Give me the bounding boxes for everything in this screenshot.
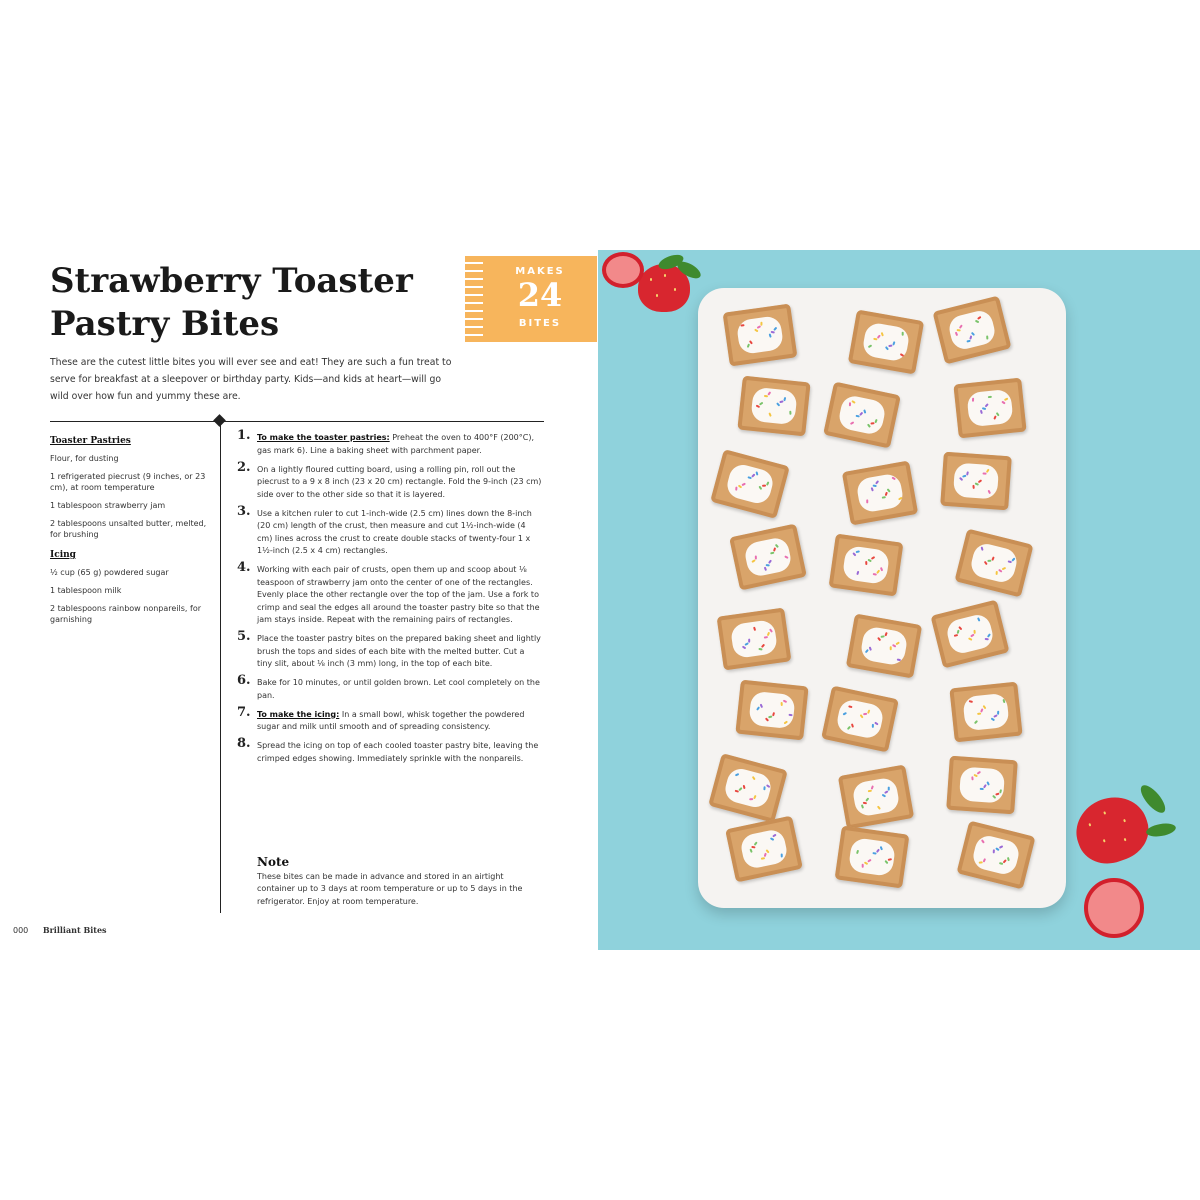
method-steps [237, 428, 542, 772]
pastry-bite-image [956, 821, 1035, 890]
sprinkle-image [862, 864, 864, 868]
sprinkle-image [957, 329, 961, 331]
sprinkle-image [897, 658, 901, 661]
pastry-bite-image [835, 826, 910, 889]
ingredients-heading-icing: Icing [50, 550, 76, 560]
icing-image [730, 619, 778, 659]
icing-image [971, 833, 1022, 877]
pastry-bite-image [725, 816, 803, 883]
sprinkle-image [971, 776, 973, 780]
sprinkle-image [781, 853, 783, 857]
strawberry-half-image [1084, 878, 1144, 938]
icing-image [851, 776, 900, 817]
sprinkle-image [849, 402, 851, 406]
strawberry-leaf-image [1145, 821, 1177, 838]
step-number: 1. [237, 428, 251, 443]
step-item [237, 704, 542, 734]
recipe-title-line2: Pastry Bites [50, 304, 280, 344]
pastry-bite-image [737, 376, 810, 437]
pastry-bite-image [710, 449, 790, 519]
step-number: 2. [237, 459, 251, 475]
step-number: 6. [237, 673, 251, 688]
ingredient-item: ½ cup (65 g) powdered sugar [50, 568, 169, 577]
step-lead: To make the toaster pastries: [257, 433, 390, 442]
book-title: Brilliant Bites [42, 925, 107, 935]
ingredient-item: 1 refrigerated piecrust (9 inches, or 23 cm), at room temperature [50, 472, 206, 492]
strawberry-half-image [602, 252, 644, 288]
sprinkle-image [890, 646, 892, 650]
pastry-bite-image [946, 756, 1018, 815]
sprinkle-image [866, 499, 868, 503]
sprinkle-image [763, 786, 765, 790]
sprinkle-image [902, 332, 904, 336]
pastry-bite-image [735, 680, 808, 741]
pastry-bite-image [829, 534, 904, 597]
pastry-bite-image [838, 765, 914, 830]
pastry-bite-image [708, 753, 788, 823]
sprinkle-image [873, 484, 877, 487]
icing-image [837, 394, 887, 436]
step-text: Preheat the oven to 400°F (200°C), gas mark 6). Line a baking sheet with parchment paper. [257, 433, 535, 455]
note-heading: Note [257, 855, 290, 869]
icing-image [722, 766, 773, 810]
step-item [237, 459, 542, 502]
icing-image [739, 828, 789, 870]
column-divider [220, 421, 221, 913]
page-footer [13, 925, 107, 935]
icing-image [855, 472, 904, 513]
step-text: On a lightly floured cutting board, using a rolling pin, roll out the piecrust to a 9 x 8 inch (23 x 20 cm) rectangle. Fold the 9-inch (23 cm) side over to the other side so that it is layered. [257, 464, 542, 499]
sprinkle-image [996, 571, 998, 575]
sprinkle-image [972, 398, 974, 402]
step-text: In a small bowl, whisk together the powdered sugar and milk until smooth and of spreading consistency. [257, 709, 525, 731]
step-text: Bake for 10 minutes, or until golden brown. Let cool completely on the pan. [257, 678, 540, 700]
sprinkle-image [982, 472, 986, 474]
ingredients-list [50, 436, 210, 632]
ingredients-heading-pastries: Toaster Pastries [50, 436, 131, 446]
step-lead: To make the icing: [257, 709, 340, 719]
sprinkle-image [766, 564, 770, 567]
step-text: Place the toaster pastry bites on the prepared baking sheet and lightly brush the tops and sides of each bite with the melted butter. Cut a tiny slit, about ⅛ inch (3 mm) long, in the top of each bite. [257, 634, 541, 668]
step-number: 7. [237, 704, 251, 720]
pastry-bite-image [729, 524, 807, 591]
makes-badge [465, 256, 597, 342]
icing-image [959, 767, 1005, 804]
sprinkle-image [973, 630, 975, 634]
sprinkle-image [993, 849, 995, 853]
icing-image [953, 463, 999, 500]
sprinkle-image [788, 714, 792, 716]
sprinkle-image [972, 485, 974, 489]
icing-image [947, 308, 998, 352]
badge-tab [465, 256, 483, 342]
pastry-bite-image [823, 382, 901, 449]
sprinkle-image [781, 702, 783, 706]
sprinkle-image [735, 487, 737, 491]
pastry-bite-image [949, 682, 1022, 743]
pastry-bite-image [723, 304, 798, 367]
pastry-bite-image [842, 461, 918, 526]
sprinkle-image [888, 787, 890, 791]
sprinkle-image [748, 639, 750, 643]
step-item [237, 736, 542, 765]
strawberry-image [1067, 788, 1157, 873]
icing-image [859, 625, 908, 666]
recipe-intro: These are the cutest little bites you will ever see and eat! They are such a fun treat to serve for breakfast at a sleepover or birthday party. Kids—and kids at heart—will go wild over how fun and yummy these are. [50, 357, 452, 402]
makes-label: MAKES [515, 266, 565, 277]
pastry-bite-image [953, 378, 1026, 439]
pastry-bite-image [821, 686, 899, 753]
step-number: 5. [237, 629, 251, 644]
sprinkle-image [986, 335, 988, 339]
step-item [237, 428, 542, 457]
divider-ornament [213, 414, 226, 427]
step-number: 4. [237, 560, 251, 575]
ingredient-item: 2 tablespoons rainbow nonpareils, for garnishing [50, 604, 202, 624]
icing-image [969, 541, 1020, 585]
icing-image [848, 837, 896, 877]
step-text: Spread the icing on top of each cooled toaster pastry bite, leaving the crimped edges showing. Immediately sprinkle with the nonpareils. [257, 741, 539, 763]
icing-image [748, 691, 795, 729]
sprinkle-image [760, 322, 762, 326]
sprinkle-image [755, 556, 757, 560]
sprinkle-image [789, 411, 791, 415]
sprinkle-image [985, 638, 989, 640]
makes-count: 24 [517, 276, 563, 314]
pastry-bite-image [846, 614, 922, 679]
pastry-bite-image [930, 600, 1009, 669]
pastry-bite-image [717, 608, 792, 671]
section-divider [50, 421, 544, 422]
note-text: These bites can be made in advance and stored in an airtight container up to 3 days at room temperature or up to 5 days in the refrigerator. Enjoy at room temperature. [257, 871, 523, 906]
food-photo [598, 250, 1200, 950]
sprinkle-image [751, 846, 755, 849]
icing-image [966, 389, 1013, 427]
makes-unit: BITES [518, 318, 562, 329]
ingredient-item: 1 tablespoon milk [50, 586, 122, 595]
recipe-note [257, 856, 542, 908]
sprinkle-image [980, 788, 984, 790]
step-text: Working with each pair of crusts, open them up and scoop about ⅛ teaspoon of strawberry jam onto the center of one of the rectangles. Evenly place the other rectangle over the top of the jam. Use a fork to crimp and seal the edges all around the toaster pastry bite so that the jam stays inside. Repeat with the remaining pairs of rectangles. [257, 565, 540, 624]
pastry-bite-image [954, 529, 1033, 598]
step-item [237, 560, 542, 627]
serving-board [698, 288, 1066, 908]
icing-image [835, 698, 885, 740]
pastry-bite-image [848, 310, 924, 375]
ingredient-item: Flour, for dusting [50, 454, 119, 463]
ingredient-item: 2 tablespoons unsalted butter, melted, for brushing [50, 519, 207, 539]
recipe-title [50, 260, 450, 346]
step-item [237, 629, 542, 671]
pastry-bite-image [932, 296, 1011, 365]
page-number: 000 [13, 926, 29, 935]
sprinkle-image [865, 561, 867, 565]
pastry-bite-image [940, 452, 1012, 511]
step-text: Use a kitchen ruler to cut 1-inch-wide (2.5 cm) lines down the 8-inch (20 cm) length of the crust, then measure and cut 1½-inch-wide (4 cm) lines across the crust to create double stacks of twenty-four 1 x 1½-inch (2.5 x 4 cm) rectangles. [257, 508, 532, 555]
step-item [237, 673, 542, 702]
step-number: 3. [237, 503, 251, 519]
step-item [237, 503, 542, 558]
step-number: 8. [237, 736, 251, 751]
sprinkle-image [997, 711, 999, 715]
sprinkle-image [872, 724, 874, 728]
ingredient-item: 1 tablespoon strawberry jam [50, 501, 166, 510]
recipe-title-line1: Strawberry Toaster [50, 261, 413, 301]
